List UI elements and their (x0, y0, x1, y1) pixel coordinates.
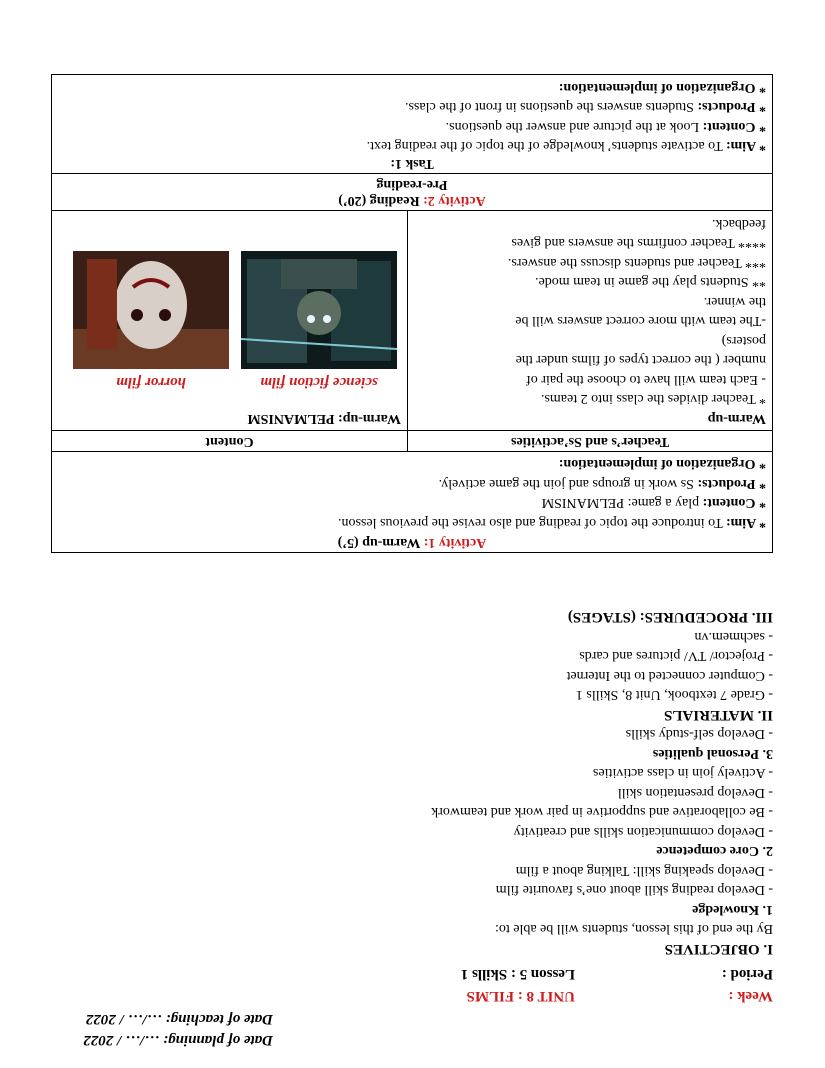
list-item: - Actively join in class activities (592, 765, 773, 781)
list-item: posters) (721, 333, 766, 348)
content-label: * Content: (702, 495, 766, 511)
list-item: - Grade 7 textbook, Unit 8, Skills 1 (575, 687, 773, 703)
unit-title: UNIT 8 : FILMS (466, 988, 575, 1004)
core-competence-title: 2. Core competence (656, 843, 773, 859)
procedures-title: III. PROCEDURES: (STAGES) (567, 609, 773, 626)
list-item: - Computer connected to the Internet (566, 668, 773, 683)
activity2-title: Reading (20’) (338, 193, 420, 209)
knowledge-title: 1. Knowledge (692, 902, 773, 917)
lesson-title: Lesson 5 : Skills 1 (460, 966, 575, 982)
picture-card (73, 252, 229, 391)
week-label: Week : (728, 988, 773, 1004)
products-text: Ss work in groups and join the game actively. (438, 476, 698, 491)
activity1-title: Warm-up (5’) (337, 535, 421, 550)
picture-card (241, 252, 397, 391)
content-label: * Content: (702, 119, 766, 134)
list-item: - Develop presentation skill (617, 785, 773, 800)
list-item: the winner. (703, 294, 766, 309)
prereading-title: Pre-reading (376, 177, 448, 193)
content-text: Look at the picture and answer the questions. (445, 119, 703, 134)
list-item: * Teacher divides the class into 2 teams. (540, 391, 766, 407)
products-label: * Products: (697, 99, 766, 115)
list-item: - Be collaborative and supportive in pair work and teamwork (431, 804, 773, 820)
organization-label: * Organization of implementation: (558, 80, 766, 95)
activity2-label: Activity 2: (423, 193, 486, 209)
horror-film-poster-icon (73, 252, 229, 370)
activity1-table (51, 75, 773, 554)
list-item: feedback. (711, 216, 766, 231)
list-item: - Each team will have to choose the pair of (526, 372, 766, 387)
list-item: - sachmem.vn (694, 629, 773, 644)
objectives-intro: By the end of this lesson, students will be able to: (494, 921, 773, 937)
personal-qualities-title: 3. Personal qualities (652, 746, 773, 761)
column-header-content: Content (52, 431, 408, 452)
list-item: number ( the correct types of films under the (515, 352, 766, 368)
picture-caption: science fiction film (260, 374, 378, 391)
list-item: ** Students play the game in team mode. (535, 274, 766, 290)
products-label: * Products: (697, 476, 766, 491)
content-cell (52, 211, 408, 431)
list-item: - Projector/ TV/ pictures and cards (579, 648, 773, 664)
date-of-teaching: Date of teaching: …/… / 2022 (85, 1011, 273, 1027)
science-fiction-film-poster-icon (241, 252, 397, 370)
activity2-task1 (52, 75, 773, 174)
picture-caption: horror film (116, 374, 186, 391)
organization-label: * Organization of implementation: (558, 456, 766, 472)
task1-title: Task 1: (390, 156, 434, 172)
content-title: Warm-up: PELMANISM (247, 411, 401, 426)
activity2-info (52, 174, 773, 211)
list-item: - Develop speaking skill: Talking about a film (515, 863, 773, 878)
column-header-teacher: Teacher’s and Ss’activities (408, 431, 773, 452)
list-item: - Develop self-study skills (625, 726, 773, 742)
warmup-title: Warm-up (707, 411, 766, 426)
aim-label: * Aim: (725, 138, 766, 154)
activity1-label: Activity 1: (423, 535, 487, 550)
list-item: - Develop reading skill about one’s favourite film (495, 882, 773, 898)
date-of-planning: Date of planning: …/… / 2022 (83, 1032, 273, 1048)
objectives-section (53, 607, 773, 958)
list-item: -The team with more correct answers will be (515, 313, 766, 329)
list-item: *** Teacher and students discuss the answers. (507, 255, 766, 270)
teacher-activities-cell (408, 211, 773, 431)
objectives-title: I. OBJECTIVES (664, 941, 773, 957)
list-item: - Develop communication skills and creativity (513, 824, 773, 839)
list-item: **** Teacher confirms the answers and gives (511, 235, 766, 251)
content-text: play a game: PELMANISM (541, 495, 703, 511)
products-text: Students answers the questions in front of the class. (405, 99, 698, 115)
materials-title: II. MATERIALS (664, 707, 773, 723)
aim-label: * Aim: (725, 515, 766, 530)
aim-text: To introduce the topic of reading and also revise the previous lesson. (337, 515, 726, 530)
aim-text: To activate students’ knowledge of the topic of the reading text. (366, 138, 726, 154)
activity1-info (52, 452, 773, 553)
period-label: Period : (721, 966, 773, 982)
